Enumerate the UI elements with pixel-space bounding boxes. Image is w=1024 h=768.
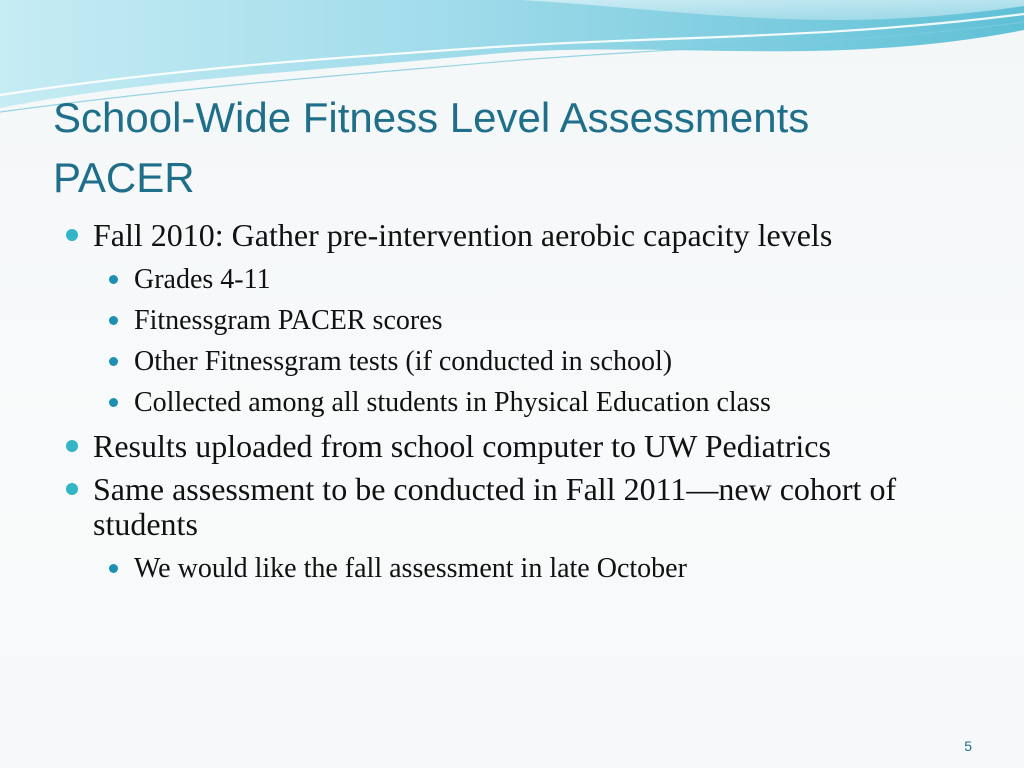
sub-bullet-dot-icon [109,357,118,366]
sub-bullet-item [93,382,980,423]
sub-bullet-dot-icon [109,275,118,284]
bullet-item-same-assessment [60,472,980,589]
sub-bullet-item [93,341,980,382]
bullet-list [60,218,980,589]
sub-bullet-text: Collected among all students in Physical Education class [134,387,771,418]
sub-bullet-list [93,259,980,423]
bullet-item-results-uploaded [60,429,980,464]
slide-body [60,218,980,595]
slide-title-line-1: School-Wide Fitness Level Assessments [53,94,810,141]
bullet-text: Fall 2010: Gather pre-intervention aerobic capacity levels [93,217,833,253]
bullet-text: Same assessment to be conducted in Fall 2011—new cohort of students [93,471,897,542]
bullet-item-fall-2010 [60,218,980,423]
page-number: 5 [964,738,972,754]
sub-bullet-item [93,548,980,589]
bullet-dot-icon [66,440,78,452]
sub-bullet-item [93,259,980,300]
sub-bullet-text: We would like the fall assessment in late October [134,553,687,584]
sub-bullet-text: Other Fitnessgram tests (if conducted in school) [134,346,673,377]
sub-bullet-dot-icon [109,398,118,407]
sub-bullet-dot-icon [109,564,118,573]
slide-title [53,88,983,208]
bullet-dot-icon [66,229,78,241]
bullet-dot-icon [66,483,78,495]
bullet-text: Results uploaded from school computer to UW Pediatrics [93,428,831,464]
sub-bullet-text: Fitnessgram PACER scores [134,305,443,336]
slide-title-line-2: PACER [53,154,195,201]
sub-bullet-dot-icon [109,316,118,325]
sub-bullet-text: Grades 4-11 [134,264,271,295]
sub-bullet-list [93,548,980,589]
sub-bullet-item [93,300,980,341]
